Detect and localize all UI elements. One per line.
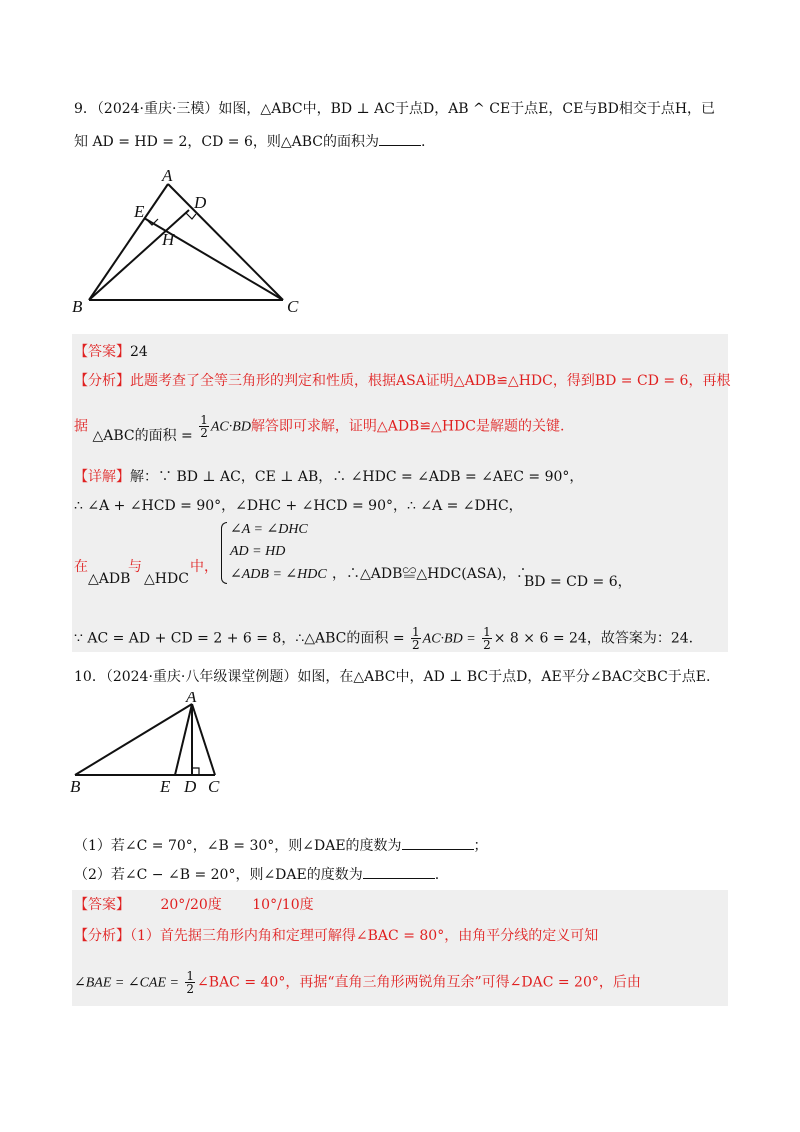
q9-triangle-figure (68, 166, 308, 316)
q10-sub2 (74, 864, 439, 884)
q9-detail-fraction1 (411, 626, 421, 651)
q10-answer-2: 10°/10度 (252, 897, 314, 913)
q10-frac-num: 1 (186, 969, 195, 983)
q10-analysis-tag: 【分析】 (74, 928, 130, 944)
q9-stem-line1: 9．（2024·重庆·三模）如图，△ABC中，BD ⊥ AC于点D，AB ^ CE于点E，CE与BD相交于点H，已 (74, 101, 716, 117)
q9-stem-line2-text: 知 AD = HD = 2，CD = 6，则△ABC的面积为 (74, 134, 379, 150)
q10-frac-den: 2 (186, 982, 195, 996)
q10-answer-line (74, 894, 314, 914)
q10-sub1-blank (402, 837, 474, 850)
q10-analysis-text2a: ∠BAE = ∠CAE = (74, 975, 179, 991)
q9-detail-frac1-den: 2 (412, 638, 420, 652)
q9-detail-3b: △ADB (88, 571, 131, 587)
q9-stem-line2 (74, 131, 425, 151)
q10-stem-line1: 10．（2024·重庆·八年级课堂例题）如图，在△ABC中，AD ⊥ BC于点D，AE平分∠BAC交BC于点E. (74, 669, 711, 685)
q9-system-eq1: ∠A = ∠DHC (230, 522, 308, 537)
q9-analysis-tag: 【分析】 (74, 373, 130, 389)
q9-right-angle-d (186, 213, 196, 219)
q10-analysis-line2 (74, 970, 641, 995)
q10-label-c: C (208, 777, 220, 796)
q9-answer-line (74, 341, 148, 361)
q9-analysis-text2a: 据 (74, 418, 88, 435)
q9-detail-3f: ，∴△ADB≌△HDC(ASA)，∴ (332, 566, 531, 582)
q9-detail-line1 (74, 466, 583, 486)
q10-label-e: E (160, 777, 171, 796)
q9-frac-den: 2 (200, 426, 208, 440)
q9-detail-fraction2 (482, 626, 492, 651)
q10-label-b: B (70, 777, 81, 796)
q9-analysis-line2 (74, 413, 565, 444)
q9-segment-ab (89, 184, 168, 300)
q9-answer-value: 24 (130, 344, 148, 360)
q9-system-eq2: AD = HD (230, 544, 286, 559)
q9-detail-4b: AC·BD = (422, 631, 476, 647)
q10-sub1-text: （1）若∠C = 70°，∠B = 30°，则∠DAE的度数为 (74, 838, 402, 854)
q9-analysis-text1: 此题考查了全等三角形的判定和性质，根据ASA证明△ADB≌△HDC，得到BD = CD = 6，再根 (130, 373, 731, 389)
q10-answer-tag: 【答案】 (74, 897, 130, 913)
q10-segment-ac (192, 704, 215, 775)
q9-detail-line4 (74, 626, 693, 651)
q10-segment-ab (75, 704, 192, 775)
q10-analysis-fraction (185, 970, 195, 995)
q9-stem-line2-end: . (421, 134, 426, 150)
q9-label-e: E (134, 202, 145, 221)
q10-analysis-text1: （1）首先据三角形内角和定理可解得∠BAC = 80°，由角平分线的定义可知 (130, 928, 599, 944)
q9-system-eq3: ∠ADB = ∠HDC (230, 567, 327, 582)
q10-sub2-blank (363, 866, 435, 879)
q9-detail-frac2-num: 1 (483, 625, 491, 639)
q9-detail-text1: 解：∵ BD ⊥ AC，CE ⊥ AB，∴ ∠HDC = ∠ADB = ∠AEC = 90°， (130, 469, 584, 485)
q10-triangle-figure (68, 692, 238, 802)
q9-label-b: B (72, 297, 83, 316)
q9-analysis-text2d: 解答即可求解，证明△ADB≌△HDC是解题的关键. (250, 418, 565, 435)
q9-answer-tag: 【答案】 (74, 344, 130, 360)
q10-sub2-end: . (434, 867, 440, 883)
q9-label-a: A (162, 166, 173, 185)
q10-right-angle-d (192, 768, 199, 775)
q9-label-c: C (287, 297, 299, 316)
q9-answer-blank (379, 133, 421, 146)
q9-detail-frac1-num: 1 (412, 625, 420, 639)
q9-detail-3e: 中， (190, 559, 218, 575)
q10-label-d: D (184, 777, 197, 796)
q9-detail-4c: × 8 × 6 = 24，故答案为： (493, 630, 671, 647)
q10-segment-ae (175, 704, 192, 775)
q10-answer-1: 20°/20度 (160, 897, 222, 913)
q9-analysis-text2b: △ABC的面积 = (92, 427, 193, 444)
q9-analysis-text2c: AC·BD (210, 419, 251, 435)
q9-detail-3c: 与 (128, 559, 142, 575)
q9-detail-3a: 在 (74, 559, 88, 575)
q9-detail-4d: 24. (670, 630, 694, 647)
q9-detail-3g: BD = CD = 6， (524, 574, 632, 590)
q9-label-h: H (162, 230, 175, 249)
q9-detail-line2: ∴ ∠A + ∠HCD = 90°，∠DHC + ∠HCD = 90°，∴ ∠A = ∠DHC， (74, 498, 523, 514)
q9-frac-num: 1 (200, 413, 208, 427)
q10-sub1-end: ； (473, 838, 488, 854)
q9-detail-frac2-den: 2 (483, 638, 491, 652)
q9-detail-3d: △HDC (144, 571, 189, 587)
q9-label-d: D (194, 193, 207, 212)
q10-label-a: A (186, 692, 197, 706)
q10-sub1 (74, 835, 488, 855)
q10-analysis-line1 (74, 925, 598, 945)
q9-detail-4a: ∵ AC = AD + CD = 2 + 6 = 8，∴△ABC的面积 = (74, 630, 405, 647)
q9-detail-tag: 【详解】 (74, 469, 130, 485)
q9-analysis-line1 (74, 370, 730, 390)
q9-analysis-fraction (199, 414, 209, 439)
q9-system-brace (221, 522, 227, 584)
q9-segment-bd (89, 210, 189, 300)
q10-sub2-text: （2）若∠C − ∠B = 20°，则∠DAE的度数为 (74, 867, 363, 883)
q10-analysis-text2b: ∠BAC = 40°，再据“直角三角形两锐角互余”可得∠DAC = 20°，后由 (197, 974, 641, 991)
